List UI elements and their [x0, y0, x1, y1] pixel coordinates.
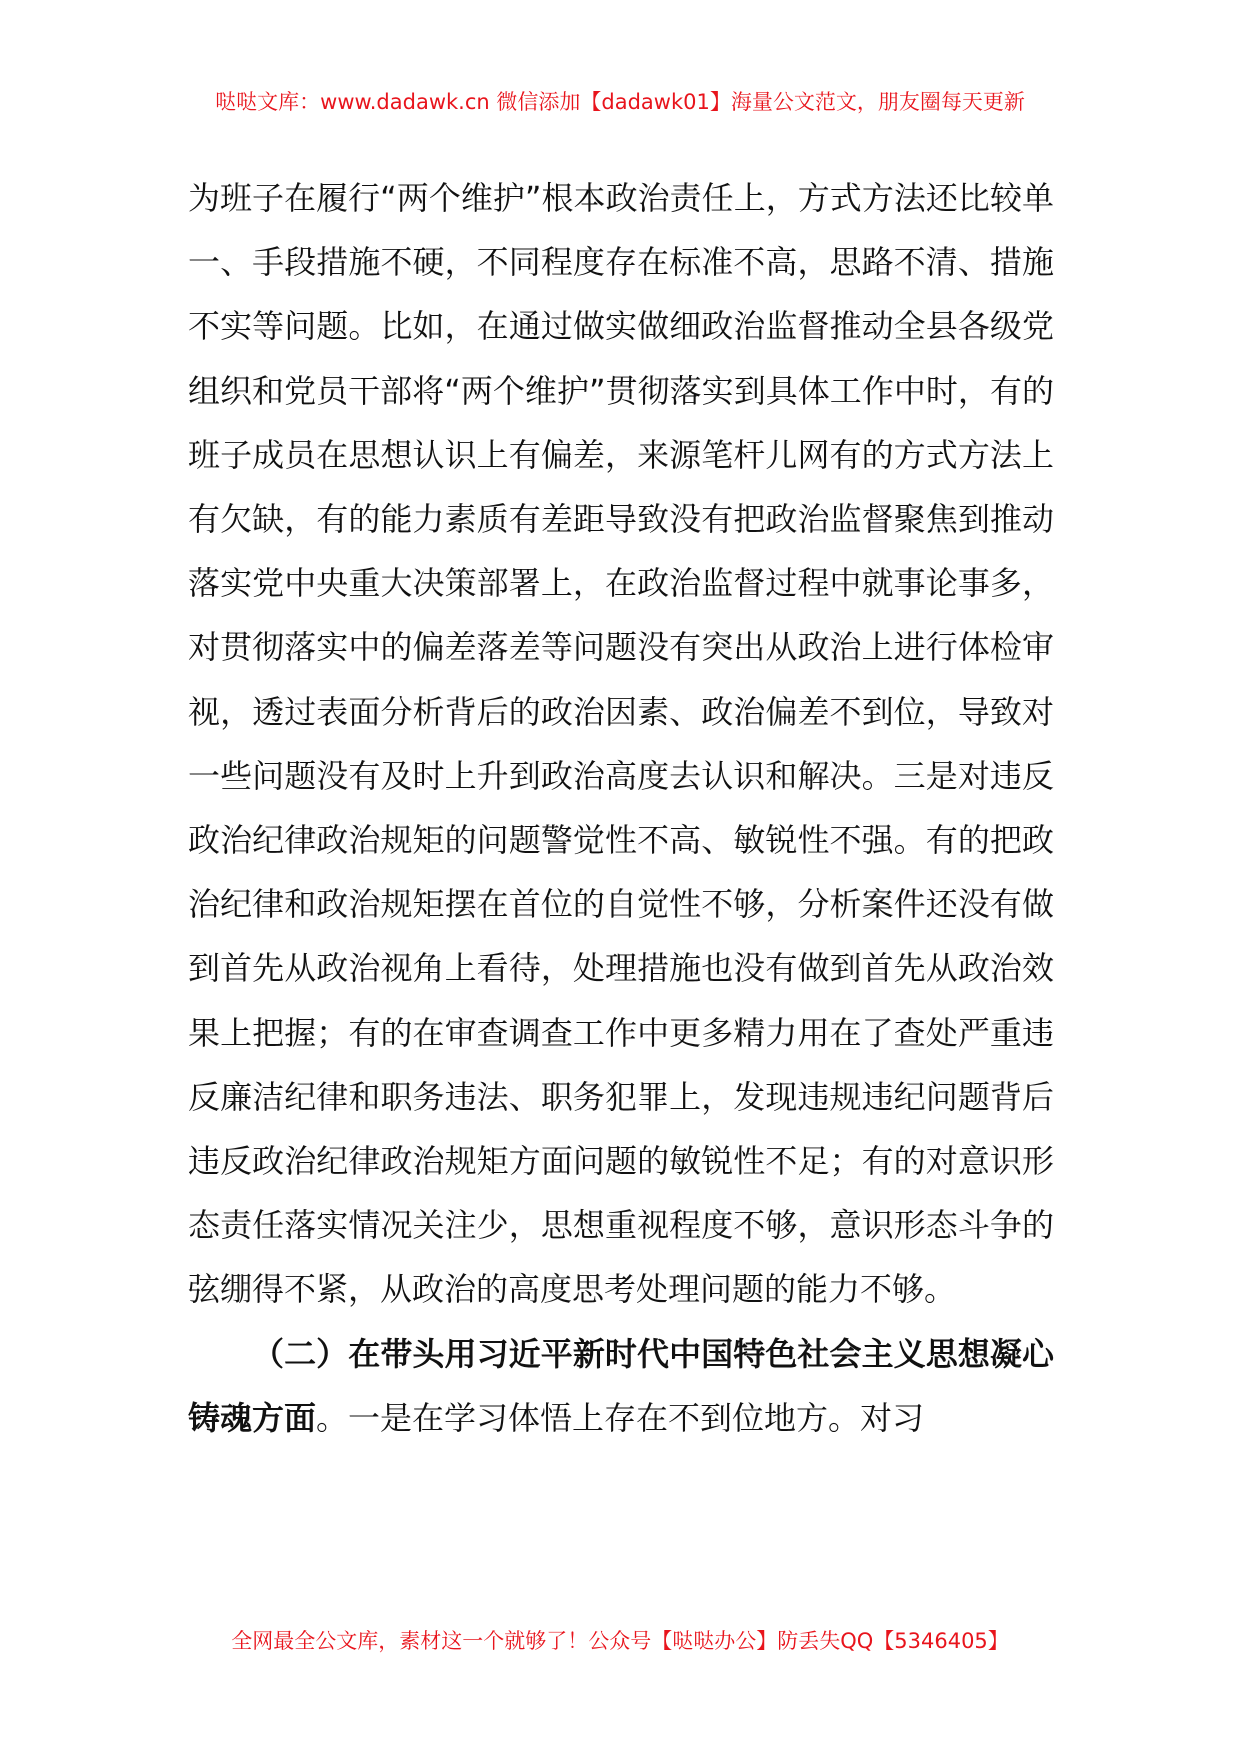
section-heading: （二）在带头用习近平新时代中国特色社会主义思想凝心铸魂方面: [188, 1334, 1054, 1437]
page-header-watermark: 哒哒文库：www.dadawk.cn 微信添加【dadawk01】海量公文范文，朋友圈每天更新: [215, 90, 1025, 114]
page-footer-watermark: 全网最全公文库，素材这一个就够了！公众号【哒哒办公】防丢失QQ【5346405】: [231, 1629, 1009, 1653]
section-text: 。一是在学习体悟上存在不到位地方。对习: [316, 1398, 925, 1437]
section-paragraph: [188, 1322, 1054, 1450]
document-body: [188, 166, 1054, 1450]
body-paragraph: 为班子在履行“两个维护”根本政治责任上，方式方法还比较单一、手段措施不硬，不同程度存在标准不高，思路不清、措施不实等问题。比如，在通过做实做细政治监督推动全县各级党组织和党员干部将“两个维护”贯彻落实到具体工作中时，有的班子成员在思想认识上有偏差，来源笔杆儿网有的方式方法上有欠缺，有的能力素质有差距导致没有把政治监督聚焦到推动落实党中央重大决策部署上，在政治监督过程中就事论事多，对贯彻落实中的偏差落差等问题没有突出从政治上进行体检审视，透过表面分析背后的政治因素、政治偏差不到位，导致对一些问题没有及时上升到政治高度去认识和解决。三是对违反政治纪律政治规矩的问题警觉性不高、敏锐性不强。有的把政治纪律和政治规矩摆在首位的自觉性不够，分析案件还没有做到首先从政治视角上看待，处理措施也没有做到首先从政治效果上把握；有的在审查调查工作中更多精力用在了查处严重违反廉洁纪律和职务违法、职务犯罪上，发现违规违纪问题背后违反政治纪律政治规矩方面问题的敏锐性不足；有的对意识形态责任落实情况关注少，思想重视程度不够，意识形态斗争的弦绷得不紧，从政治的高度思考处理问题的能力不够。: [188, 179, 1054, 1309]
